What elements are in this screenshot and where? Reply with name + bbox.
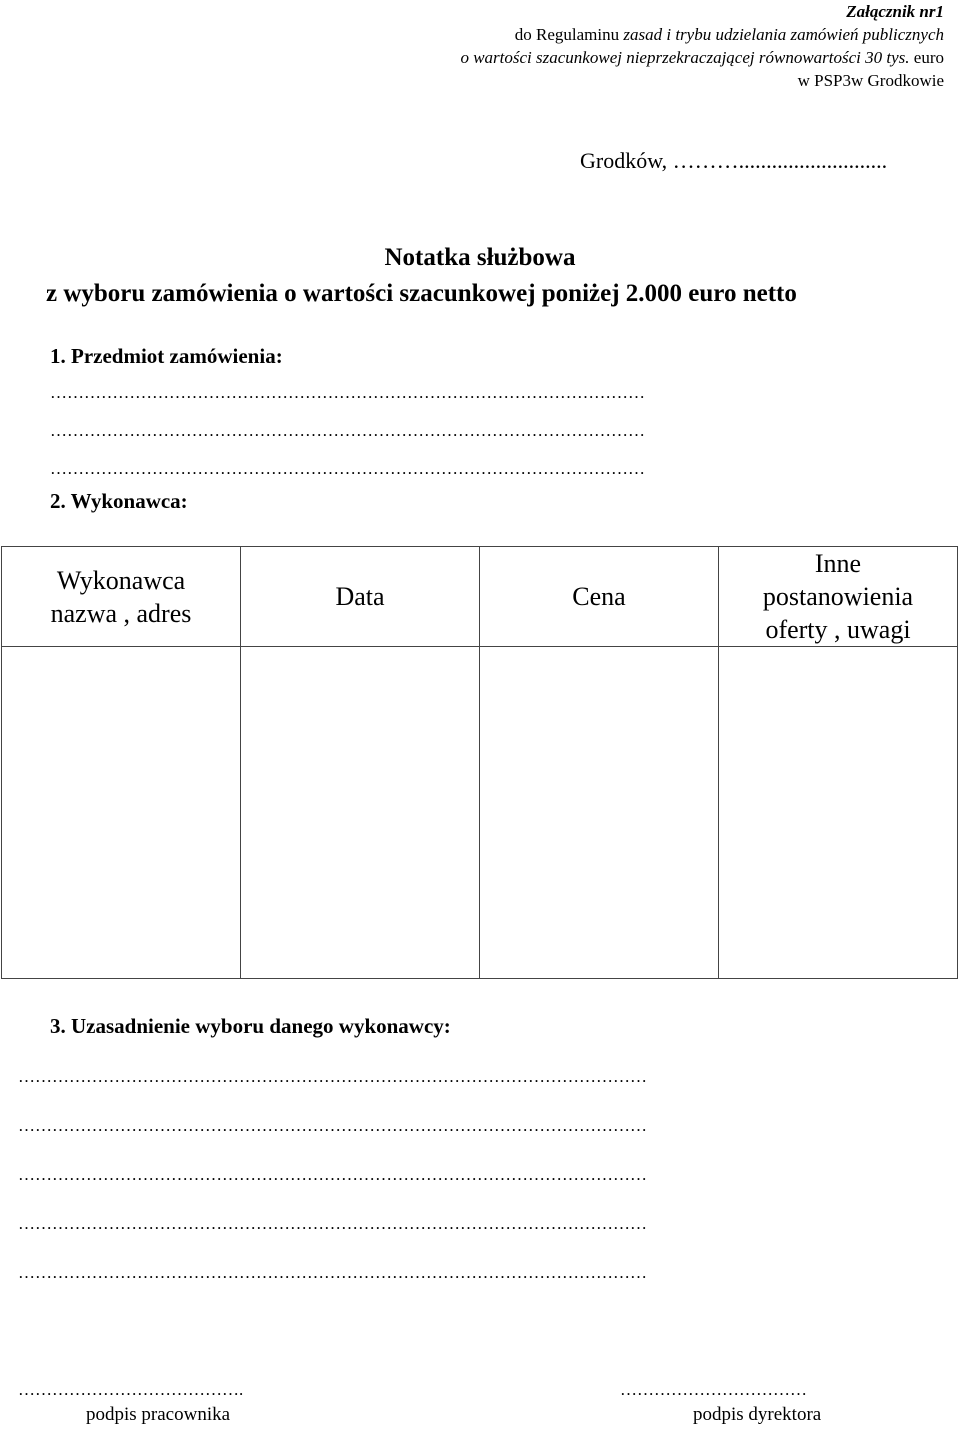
table-row <box>2 647 958 979</box>
subject-dotted-line: …………………………………………………………………………………………… <box>50 383 645 402</box>
annex-line-school: w PSP3w Grodkowie <box>797 71 944 90</box>
place-date: Grodków, ………........................... <box>580 148 888 173</box>
annex-title: Załącznik nr1 <box>846 2 944 21</box>
annex-line-value <box>460 46 944 69</box>
header-other-line: postanowienia <box>762 582 914 611</box>
header-date <box>241 547 480 647</box>
value-tail: euro <box>913 48 944 67</box>
signature-worker-label: podpis pracownika <box>86 1404 231 1425</box>
header-contractor-line: Wykonawca <box>56 565 186 595</box>
header-other <box>719 547 958 647</box>
signature-director-dots: …………………………… <box>620 1380 807 1399</box>
document-title: Notatka służbowa <box>384 244 576 271</box>
justification-dotted-line: ………………………………………………………………………………………………… <box>18 1067 647 1086</box>
header-other-line: Inne <box>814 549 862 578</box>
cell-price[interactable] <box>480 647 719 979</box>
header-price-line: Cena <box>572 582 626 611</box>
header-price <box>480 547 719 647</box>
annex-line-regulation <box>515 23 944 46</box>
section-subject-label: 1. Przedmiot zamówienia: <box>50 344 283 368</box>
regulation-prefix: do Regulaminu <box>514 25 624 44</box>
cell-date[interactable] <box>241 647 480 979</box>
cell-contractor[interactable] <box>2 647 241 979</box>
subject-dotted-line: …………………………………………………………………………………………… <box>50 421 645 440</box>
justification-dotted-line: ………………………………………………………………………………………………… <box>18 1116 647 1135</box>
cell-other[interactable] <box>719 647 958 979</box>
section-justification-label: 3. Uzasadnienie wyboru danego wykonawcy: <box>50 1014 451 1038</box>
header-contractor <box>2 547 241 647</box>
regulation-italic: zasad i trybu udzielania zamówień publicznych <box>623 25 944 44</box>
header-other-line: oferty , uwagi <box>765 615 911 644</box>
subject-dotted-line: …………………………………………………………………………………………… <box>50 459 645 478</box>
value-italic: o wartości szacunkowej nieprzekraczającej równowartości 30 tys. <box>460 48 914 67</box>
header-date-line: Data <box>335 582 385 611</box>
signature-worker-dots: …………………………………. <box>18 1380 244 1399</box>
table-header-row <box>2 547 958 647</box>
justification-dotted-line: ………………………………………………………………………………………………… <box>18 1214 647 1233</box>
section-contractor-label: 2. Wykonawca: <box>50 489 188 513</box>
document-subtitle: z wyboru zamówienia o wartości szacunkowej poniżej 2.000 euro netto <box>46 280 797 307</box>
justification-dotted-line: ………………………………………………………………………………………………… <box>18 1165 647 1184</box>
contractor-table <box>1 546 958 979</box>
signature-director-label: podpis dyrektora <box>693 1404 822 1425</box>
header-contractor-line: nazwa , adres <box>50 598 192 628</box>
justification-dotted-line: ………………………………………………………………………………………………… <box>18 1263 647 1282</box>
